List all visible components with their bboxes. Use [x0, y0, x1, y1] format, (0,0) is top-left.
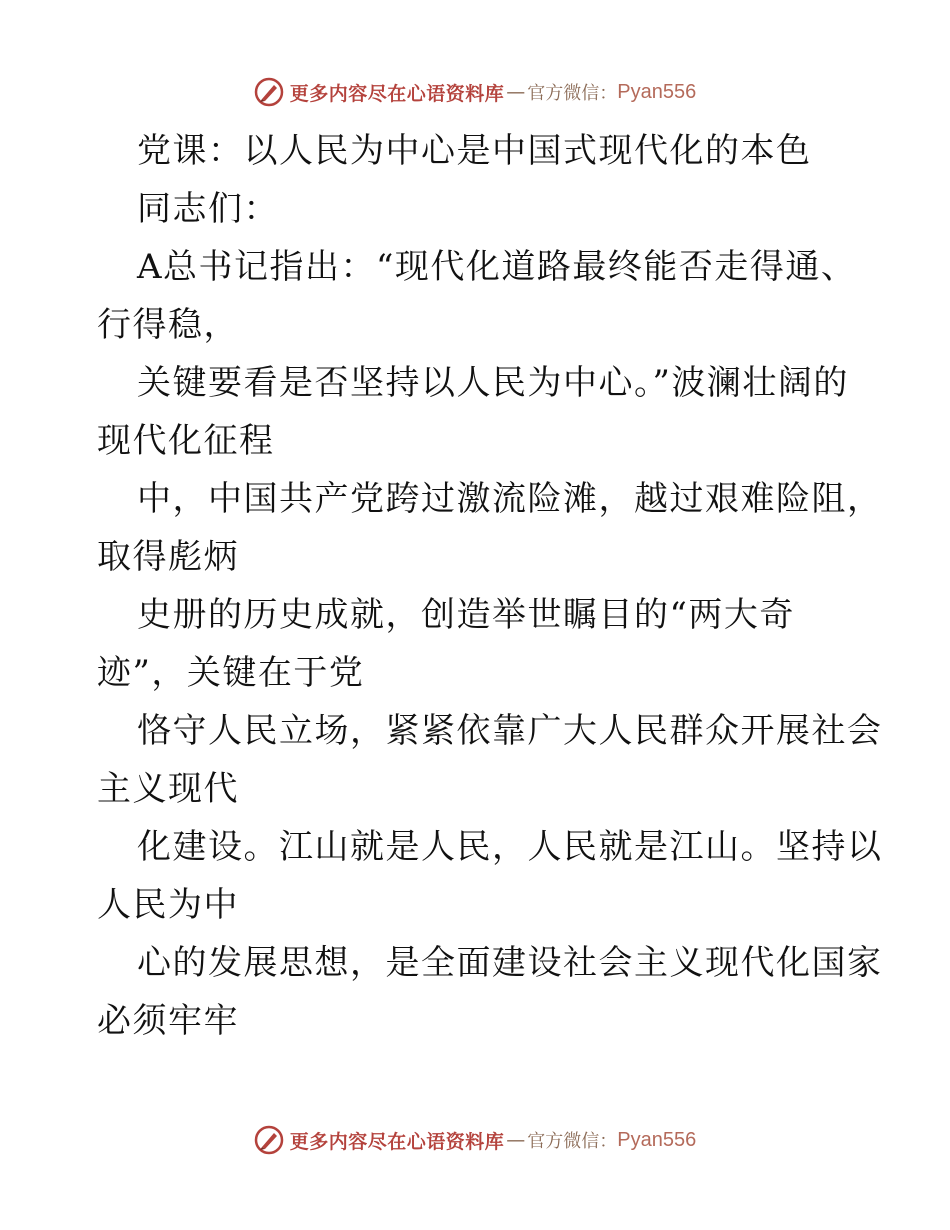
text-line: 党课：以人民为中心是中国式现代化的本色: [137, 131, 812, 171]
text-line: 恪守人民立场，紧紧依靠广大人民群众开展社会: [137, 711, 883, 751]
pen-logo-icon: [254, 77, 284, 107]
text-line: 人民为中: [97, 885, 239, 925]
watermark-sub: 官方微信：: [527, 83, 618, 104]
text-line: A总书记指出：“现代化道路最终能否走得通、: [137, 247, 857, 287]
text-line: 同志们：: [137, 189, 279, 229]
pen-logo-icon: [254, 1125, 284, 1155]
watermark-text: 更多内容尽在心语资料库: [289, 1130, 505, 1153]
text-line: 中，中国共产党跨过激流险滩，越过艰难险阻，: [137, 479, 883, 519]
text-line: 主义现代: [97, 769, 239, 809]
watermark-dash: —: [506, 81, 526, 103]
watermark-id: Pyan556: [617, 1128, 697, 1151]
text-line: 必须牢牢: [97, 1001, 239, 1041]
text-line: 行得稳，: [97, 305, 239, 345]
document-body: [97, 122, 883, 1050]
text-line: 关键要看是否坚持以人民为中心。”波澜壮阔的: [137, 363, 849, 403]
watermark-dash: —: [506, 1129, 526, 1151]
text-line: 迹”，关键在于党: [97, 653, 365, 693]
watermark-sub: 官方微信：: [527, 1131, 618, 1152]
watermark-text: 更多内容尽在心语资料库: [289, 82, 505, 105]
watermark-footer: [0, 1120, 950, 1160]
text-line: 取得彪炳: [97, 537, 239, 577]
text-line: 化建设。江山就是人民，人民就是江山。坚持以: [137, 827, 883, 867]
watermark-id: Pyan556: [617, 80, 697, 103]
text-line: 心的发展思想，是全面建设社会主义现代化国家: [137, 943, 883, 983]
text-line: 史册的历史成就，创造举世瞩目的“两大奇: [137, 595, 795, 635]
text-line: 现代化征程: [97, 421, 275, 461]
watermark-header: [0, 72, 950, 112]
